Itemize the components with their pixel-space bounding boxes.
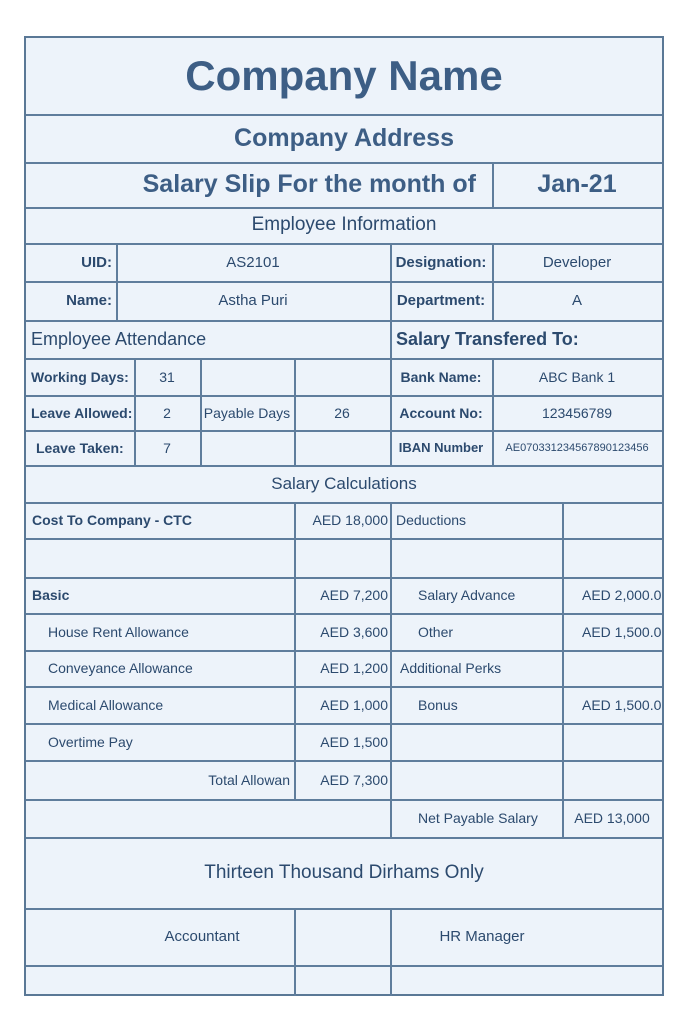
overtime-label: Overtime Pay [48,733,133,750]
department-value: A [571,292,582,309]
total-allowance-value: AED 7,300 [320,771,388,788]
name-label: Name: [66,292,112,309]
net-payable-label: Net Payable Salary [418,810,538,826]
overtime-value: AED 1,500 [320,733,388,750]
department-label: Department: [396,292,486,309]
uid-label: UID: [81,253,112,271]
basic-label: Basic [32,587,70,603]
company-name: Company Name [185,52,503,99]
salary-slip [24,36,664,996]
net-payable-value: AED 13,000 [574,810,650,826]
deductions-label: Deductions [396,512,467,528]
bank-name-label: Bank Name: [400,368,482,385]
payable-days-label: Payable Days [203,404,291,421]
bank-name-value: ABC Bank 1 [538,368,616,385]
ctc-label: Cost To Company - CTC [32,512,192,528]
amount-in-words: Thirteen Thousand Dirhams Only [204,861,484,883]
iban-label: IBAN Number [398,440,484,455]
slip-title: Salary Slip For the month of [142,170,476,198]
other-label: Other [418,623,454,640]
uid-value: AS2101 [226,253,280,271]
leave-taken-value: 7 [163,439,171,456]
conveyance-label: Conveyance Allowance [48,660,193,676]
company-address: Company Address [234,123,454,152]
working-days-label: Working Days: [31,368,129,385]
name-value: Astha Puri [218,292,288,309]
attendance-heading: Employee Attendance [31,328,207,349]
designation-label: Designation: [395,253,487,271]
designation-value: Developer [542,253,612,271]
basic-value: AED 7,200 [320,587,388,603]
other-value: AED 1,500.0 [582,623,662,640]
leave-allowed-label: Leave Allowed: [31,404,133,421]
account-no-label: Account No: [399,404,483,421]
leave-allowed-value: 2 [163,404,171,421]
bonus-label: Bonus [418,696,458,713]
grid-line [562,502,564,837]
employee-info-heading: Employee Information [251,214,437,235]
grid-line [390,502,392,837]
iban-value: AE070331234567890123456 [505,441,649,454]
hra-value: AED 3,600 [320,623,388,640]
salary-advance-value: AED 2,000.0 [582,587,662,603]
accountant-label: Accountant [164,928,240,945]
grid-line [294,908,296,996]
hra-label: House Rent Allowance [48,623,189,640]
total-allowance-label: Total Allowan [208,771,290,788]
additional-perks-label: Additional Perks [400,660,502,676]
grid-line [26,965,662,967]
transfer-heading: Salary Transfered To: [396,328,579,349]
payable-days-value: 26 [334,404,350,421]
grid-line [26,538,662,540]
leave-taken-label: Leave Taken: [36,439,124,456]
working-days-value: 31 [159,368,175,385]
conveyance-value: AED 1,200 [320,660,388,676]
hr-manager-label: HR Manager [439,928,525,945]
account-no-value: 123456789 [541,404,613,421]
bonus-value: AED 1,500.0 [582,696,662,713]
salary-advance-label: Salary Advance [418,587,516,603]
calc-heading: Salary Calculations [271,473,417,493]
ctc-value: AED 18,000 [312,512,388,528]
slip-month: Jan-21 [537,170,617,198]
medical-value: AED 1,000 [320,696,388,713]
medical-label: Medical Allowance [48,696,164,713]
